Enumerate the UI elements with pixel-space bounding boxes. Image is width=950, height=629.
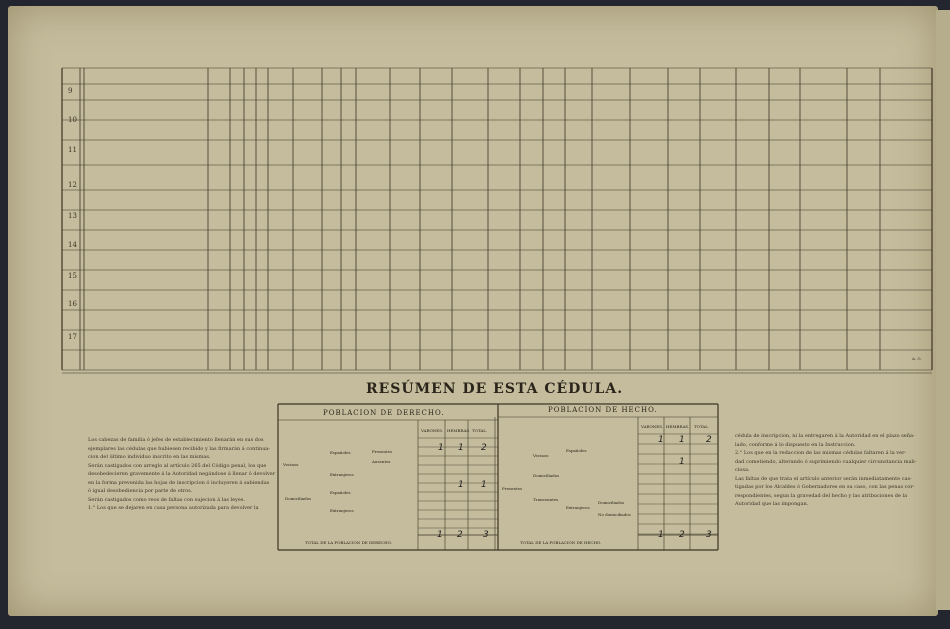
- hecho-header: POBLACION DE HECHO.: [548, 406, 658, 414]
- derecho-extranjeros-1: Extranjeros: [330, 472, 354, 477]
- mark-h-vec-v: 1: [658, 435, 664, 445]
- instruction-line: Las faltas de que trata el artículo anterior serán inmediatamente cas-: [735, 475, 912, 482]
- instruction-line: dad cometiendo, alterando ó suprimiendo cualquier circunstancia mali-: [735, 458, 917, 465]
- instruction-line: ó igual desobediencia por parte de otros.: [88, 488, 193, 494]
- instruction-line: cion del último individuo inscrito en las mismas.: [88, 454, 211, 460]
- mark-d-vec-esp-t: 2: [481, 443, 487, 453]
- instruction-line: lado, conforme á lo dispuesto en la Instruccion.: [735, 441, 856, 448]
- row-number: 11: [68, 146, 77, 154]
- summary-title: RESÚMEN DE ESTA CÉDULA.: [366, 381, 624, 397]
- instruction-line: ejemplares las cédulas que hubiesen recibido y las firmarán á continua-: [88, 445, 271, 452]
- instruction-line: tigadas por los Alcaldes ó Gobernadores en su caso, con las penas cor-: [735, 484, 915, 490]
- row-number: 10: [68, 116, 77, 124]
- hecho-transeuntes-label: Transeuntes: [533, 497, 559, 502]
- mark-d-total-h: 2: [457, 530, 463, 540]
- mark-h-vec-t: 2: [706, 435, 712, 445]
- row-number: 12: [68, 181, 77, 189]
- instruction-line: Autoridad que las impongan.: [735, 501, 809, 507]
- row-number: 9: [68, 87, 73, 95]
- instruction-line: cédula de inscripcion, ni la entregaren á la Autoridad en el plazo seña-: [735, 433, 915, 439]
- value-column-header: HEMBRAS.: [666, 424, 690, 429]
- derecho-espanoles-2: Españoles: [330, 490, 351, 495]
- value-column-header: TOTAL.: [472, 428, 488, 433]
- mark-d-total-v: 1: [437, 530, 443, 540]
- instruction-line: Serán castigados como reos de faltas con sujecion á las leyes.: [88, 496, 245, 503]
- mark-d-dom-h: 1: [458, 480, 464, 490]
- mark-h-esp: 1: [679, 457, 685, 467]
- derecho-extranjeros-2: Extranjeros: [330, 508, 354, 513]
- instruction-line: en la forma prevenida las hojas de inscripcion ó incluyeren á sabiendas: [88, 479, 270, 486]
- hecho-vecinos-label: Vecinos: [533, 453, 549, 458]
- row-number: 14: [68, 241, 77, 249]
- instruction-line: ciosa.: [735, 467, 750, 473]
- mark-d-total-t: 3: [483, 530, 489, 540]
- hecho-no-domiciliados: No domiciliados: [598, 512, 631, 517]
- value-column-header: VARONES.: [421, 428, 444, 433]
- hecho-extranjeros: Extranjeros: [566, 505, 590, 510]
- value-column-header: VARONES.: [641, 424, 664, 429]
- value-column-header: HEMBRAS.: [447, 428, 471, 433]
- instruction-line: 2.° Los que en la redaccion de las mismas cédulas faltaren á la ver-: [735, 450, 907, 456]
- derecho-vecinos-label: Vecinos: [283, 462, 299, 467]
- hecho-domiciliados-label: Domiciliados: [533, 473, 560, 478]
- derecho-domiciliados-label: Domiciliados: [285, 496, 312, 501]
- total-derecho-label: TOTAL DE LA POBLACION DE DERECHO.: [305, 540, 392, 545]
- row-number: 17: [68, 333, 77, 341]
- hecho-domiciliados-sub: Domiciliados: [598, 500, 625, 505]
- instruction-line: Los cabezas de familia ó jefes de establecimiento llenarán en sus dos: [88, 437, 264, 443]
- hecho-espanoles: Españoles: [566, 448, 587, 453]
- mark-d-vec-esp-h: 1: [458, 443, 464, 453]
- instruction-line: 1.° Los que se dejaren en casa persona autorizada para devolver la: [88, 505, 259, 511]
- row-number: 15: [68, 272, 77, 280]
- instruction-line: desobedecieren gravemente á la Autoridad negándose á llenar ó devolver: [88, 471, 276, 477]
- derecho-ausentes: Ausentes: [372, 459, 391, 464]
- mark-d-dom-t: 1: [481, 480, 487, 490]
- total-hecho-label: TOTAL DE LA POBLACION DE HECHO.: [520, 540, 602, 545]
- row-number: 16: [68, 300, 77, 308]
- mark-h-vec-h: 1: [679, 435, 685, 445]
- instruction-line: respondientes, segun la gravedad del hecho y las atribuciones de la: [735, 492, 908, 499]
- derecho-header: POBLACION DE DERECHO.: [323, 409, 445, 417]
- row-number: 13: [68, 212, 77, 220]
- derecho-espanoles-1: Españoles: [330, 450, 351, 455]
- mark-h-total-v: 1: [658, 530, 664, 540]
- derecho-presentes: Presentes: [372, 449, 392, 454]
- mark-d-vec-esp-v: 1: [438, 443, 444, 453]
- hecho-presentes-label: Presentes: [502, 486, 522, 491]
- mark-h-total-h: 2: [679, 530, 685, 540]
- value-column-header: TOTAL.: [694, 424, 710, 429]
- margin-note: A. G.: [912, 356, 922, 361]
- instruction-line: Serán castigados con arreglo al artículo 265 del Código penal, los que: [88, 462, 267, 469]
- mark-h-total-t: 3: [706, 530, 712, 540]
